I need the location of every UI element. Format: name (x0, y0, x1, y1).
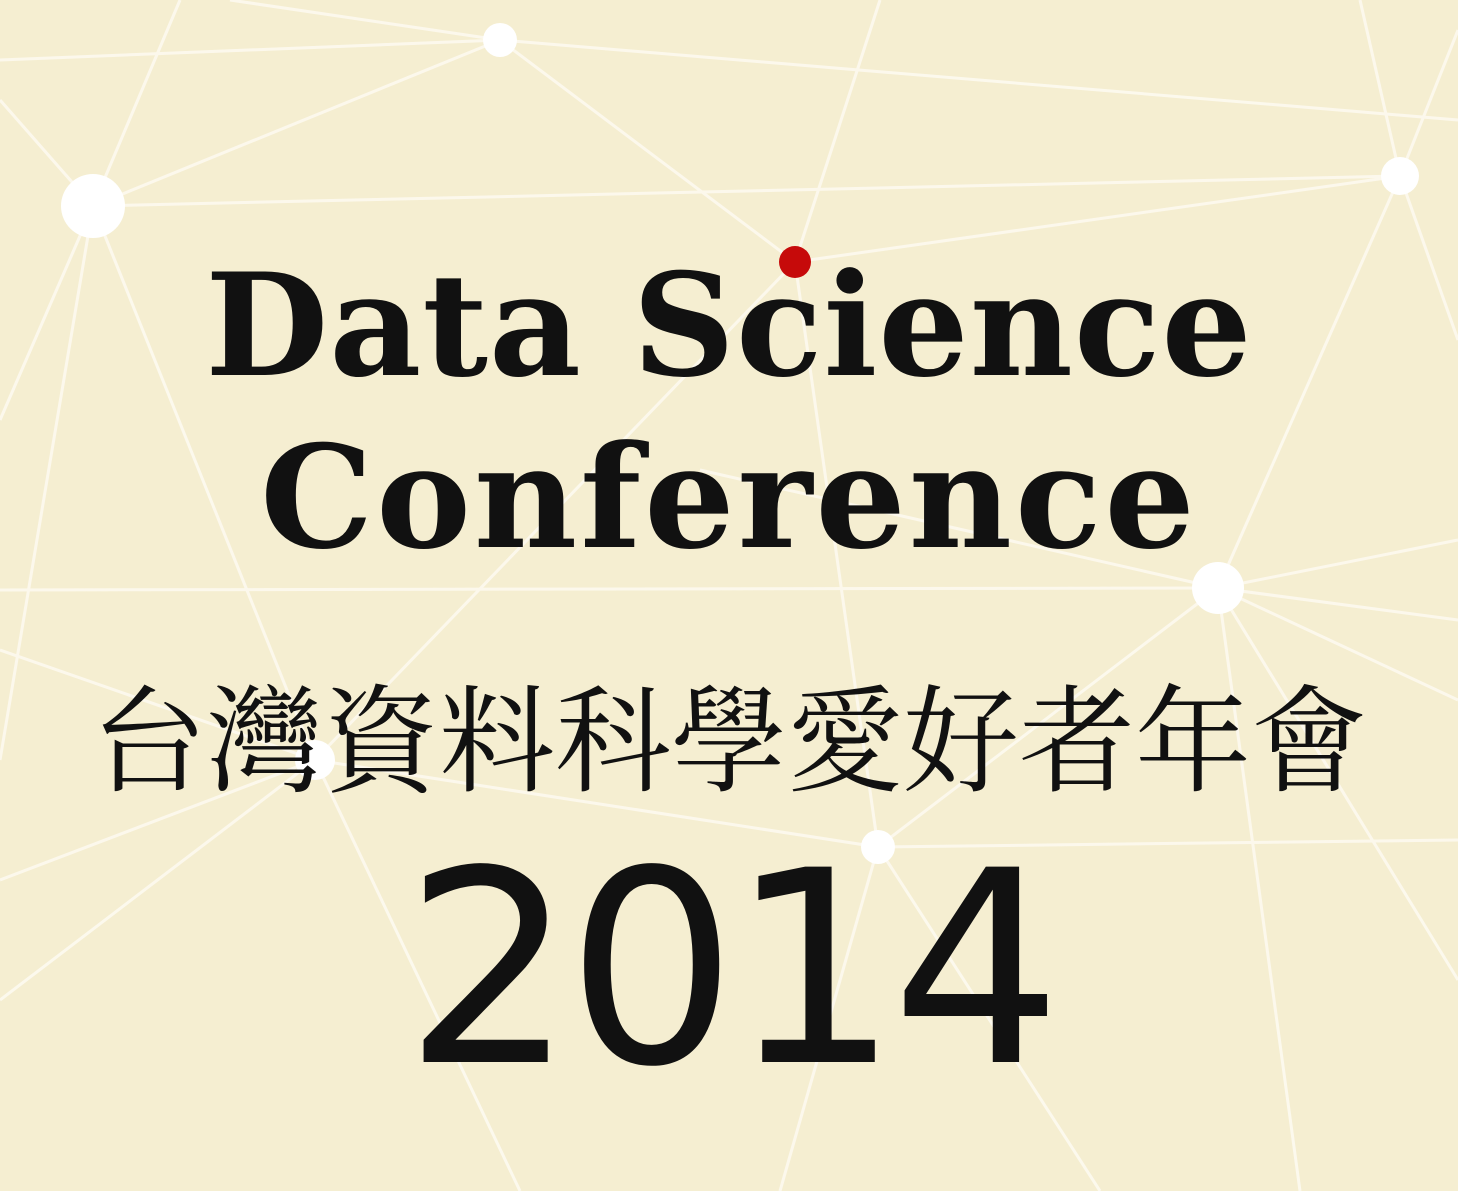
event-year: 2014 (403, 814, 1055, 1126)
network-node (61, 174, 125, 238)
title-line-1: Data Science (205, 243, 1253, 409)
title-line-2: Conference (260, 415, 1198, 581)
network-node (1381, 157, 1419, 195)
network-node (483, 23, 517, 57)
chinese-subtitle: 台灣資料科學愛好者年會 (91, 675, 1367, 810)
